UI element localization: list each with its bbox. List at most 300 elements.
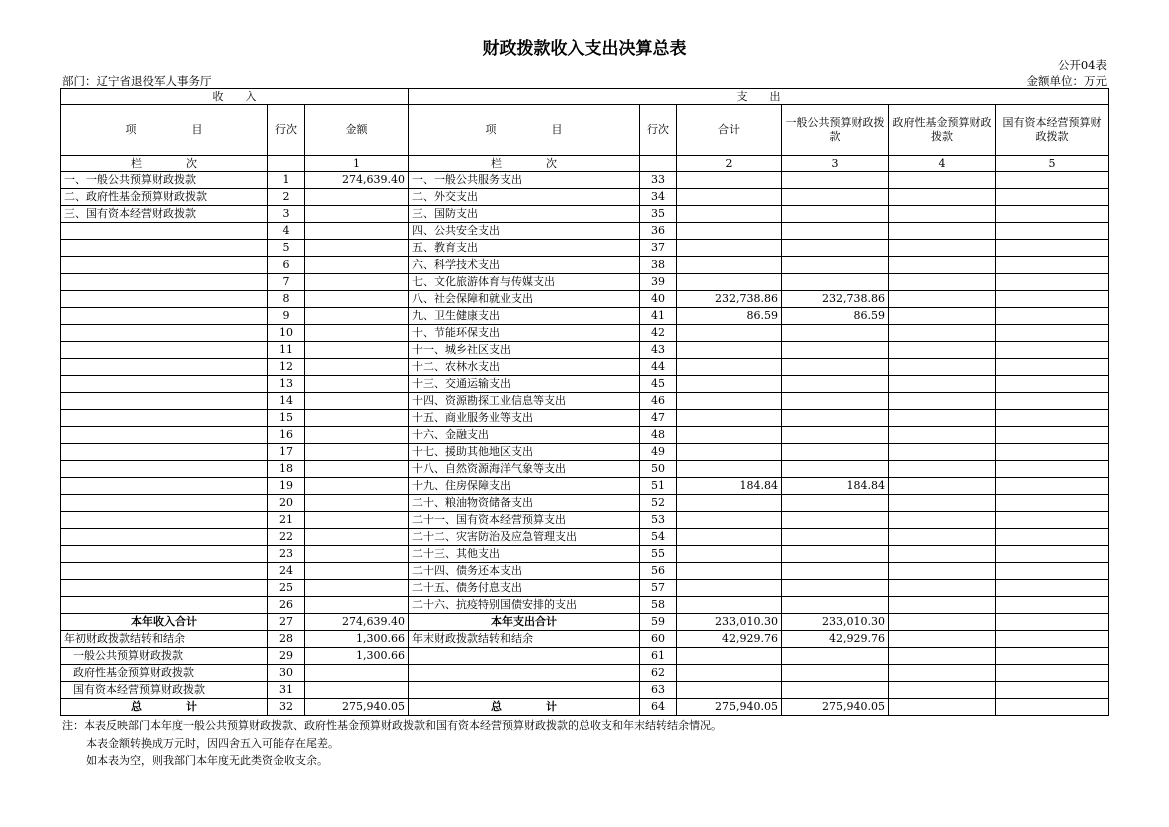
expense-total (677, 376, 782, 393)
state-capital-amount (996, 563, 1109, 580)
cell-empty (996, 665, 1109, 682)
expense-total: 86.59 (677, 308, 782, 325)
general-budget-amount (782, 359, 889, 376)
income-amount-header: 金额 (305, 105, 409, 156)
state-capital-amount (996, 512, 1109, 529)
income-row-no: 10 (268, 325, 305, 342)
table-row (61, 580, 1109, 597)
income-row-no: 25 (268, 580, 305, 597)
expense-row-no: 51 (640, 478, 677, 495)
expense-total (677, 206, 782, 223)
expense-item: 十五、商业服务业等支出 (409, 410, 640, 427)
general-budget-amount (782, 189, 889, 206)
expense-total (677, 461, 782, 478)
table-row (61, 359, 1109, 376)
grand-total-in-amount: 275,940.05 (305, 699, 409, 716)
table-row (61, 410, 1109, 427)
expense-item: 十三、交通运输支出 (409, 376, 640, 393)
cell-empty (996, 614, 1109, 631)
fund-budget-amount (889, 393, 996, 410)
income-row-no: 11 (268, 342, 305, 359)
income-amount (305, 189, 409, 206)
cell-empty (996, 699, 1109, 716)
income-item (61, 342, 268, 359)
income-amount (305, 223, 409, 240)
income-amount (305, 325, 409, 342)
income-row-no: 5 (268, 240, 305, 257)
table-row (61, 478, 1109, 495)
state-capital-amount (996, 546, 1109, 563)
income-item: 三、国有资本经营财政拨款 (61, 206, 268, 223)
income-item (61, 257, 268, 274)
expense-item: 一、一般公共服务支出 (409, 172, 640, 189)
footnote-2: 本表金额转换成万元时，因四舍五入可能存在尾差。 (86, 736, 339, 750)
carryover-sub-row-2 (61, 665, 1109, 682)
end-carryover-total: 42,929.76 (677, 631, 782, 648)
expense-item: 二十六、抗疫特别国债安排的支出 (409, 597, 640, 614)
expense-total (677, 393, 782, 410)
expense-total (677, 427, 782, 444)
state-capital-header: 国有资本经营预算财政拨款 (996, 105, 1109, 156)
cell-empty (996, 648, 1109, 665)
income-row-no: 19 (268, 478, 305, 495)
expense-total (677, 529, 782, 546)
expense-total: 184.84 (677, 478, 782, 495)
income-amount (305, 512, 409, 529)
begin-carryover-no: 28 (268, 631, 305, 648)
expense-item: 三、国防支出 (409, 206, 640, 223)
income-item (61, 308, 268, 325)
expense-total (677, 172, 782, 189)
income-row-no: 16 (268, 427, 305, 444)
footnote-3: 如本表为空，则我部门本年度无此类资金收支余。 (86, 754, 328, 767)
income-row-no: 13 (268, 376, 305, 393)
fund-budget-amount (889, 495, 996, 512)
expense-item: 二十三、其他支出 (409, 546, 640, 563)
income-amount (305, 376, 409, 393)
expense-total-general: 233,010.30 (782, 614, 889, 631)
income-item (61, 478, 268, 495)
general-budget-amount (782, 512, 889, 529)
table-row (61, 597, 1109, 614)
income-row-no: 9 (268, 308, 305, 325)
cell-empty (782, 665, 889, 682)
expense-total (677, 444, 782, 461)
lanci-empty (268, 156, 305, 172)
state-capital-amount (996, 529, 1109, 546)
fund-budget-amount (889, 240, 996, 257)
carryover-sub-row-3 (61, 682, 1109, 699)
income-rowno-header: 行次 (268, 105, 305, 156)
general-budget-amount (782, 546, 889, 563)
expense-item: 十八、自然资源海洋气象等支出 (409, 461, 640, 478)
general-budget-amount (782, 597, 889, 614)
income-row-no: 3 (268, 206, 305, 223)
fund-budget-amount (889, 444, 996, 461)
table-row (61, 257, 1109, 274)
report-title: 财政拨款收入支出决算总表 (482, 39, 687, 59)
col-num-4: 4 (889, 156, 996, 172)
general-budget-amount (782, 529, 889, 546)
expense-total (677, 563, 782, 580)
end-carryover-label: 年末财政拨款结转和结余 (409, 631, 640, 648)
state-capital-amount (996, 393, 1109, 410)
income-item-header: 项 目 (61, 105, 268, 156)
expense-total (677, 342, 782, 359)
expense-row-no: 37 (640, 240, 677, 257)
form-number: 公开04表 (1057, 58, 1107, 72)
table-row (61, 376, 1109, 393)
cell-empty (889, 648, 996, 665)
income-row-no: 23 (268, 546, 305, 563)
general-budget-amount (782, 444, 889, 461)
income-item (61, 546, 268, 563)
header-row-columns (61, 105, 1109, 156)
expense-row-no: 48 (640, 427, 677, 444)
expense-row-no: 39 (640, 274, 677, 291)
income-amount (305, 580, 409, 597)
expense-row-no: 52 (640, 495, 677, 512)
income-item (61, 410, 268, 427)
expense-row-no: 45 (640, 376, 677, 393)
expense-item: 二十二、灾害防治及应急管理支出 (409, 529, 640, 546)
table-row (61, 308, 1109, 325)
fund-budget-amount (889, 427, 996, 444)
general-budget-amount (782, 427, 889, 444)
grand-total-in-label: 总 计 (61, 699, 268, 716)
cell-empty (782, 648, 889, 665)
expense-total (677, 359, 782, 376)
income-item (61, 563, 268, 580)
income-item (61, 427, 268, 444)
grand-total-row (61, 699, 1109, 716)
expense-item: 十一、城乡社区支出 (409, 342, 640, 359)
cell-empty (889, 631, 996, 648)
income-item (61, 376, 268, 393)
fund-budget-amount (889, 597, 996, 614)
state-capital-amount (996, 223, 1109, 240)
header-row-sections (61, 89, 1109, 105)
income-row-no: 6 (268, 257, 305, 274)
income-amount (305, 563, 409, 580)
expense-total (677, 240, 782, 257)
income-amount: 274,639.40 (305, 172, 409, 189)
state-capital-amount (996, 257, 1109, 274)
cell-empty (677, 665, 782, 682)
expense-item: 二、外交支出 (409, 189, 640, 206)
fund-budget-amount (889, 410, 996, 427)
expense-total (677, 546, 782, 563)
income-row-no: 8 (268, 291, 305, 308)
expense-row-no: 33 (640, 172, 677, 189)
state-capital-amount (996, 189, 1109, 206)
fund-budget-amount (889, 325, 996, 342)
table-row (61, 529, 1109, 546)
expense-total (677, 274, 782, 291)
grand-total-in-no: 32 (268, 699, 305, 716)
income-amount (305, 257, 409, 274)
expense-item: 八、社会保障和就业支出 (409, 291, 640, 308)
expense-row-no: 36 (640, 223, 677, 240)
state-capital-amount (996, 308, 1109, 325)
expense-row-no: 50 (640, 461, 677, 478)
fund-budget-amount (889, 223, 996, 240)
fund-budget-amount (889, 478, 996, 495)
state-capital-amount (996, 495, 1109, 512)
general-budget-amount (782, 325, 889, 342)
fund-budget-amount (889, 189, 996, 206)
income-section-header: 收 入 (61, 89, 409, 105)
income-item (61, 580, 268, 597)
general-budget-amount (782, 274, 889, 291)
income-amount (305, 546, 409, 563)
sub-state-label: 国有资本经营预算财政拨款 (61, 682, 268, 699)
expense-rowno-header: 行次 (640, 105, 677, 156)
cell-empty (305, 682, 409, 699)
state-capital-amount (996, 427, 1109, 444)
expense-total-header: 合计 (677, 105, 782, 156)
expense-row-no: 44 (640, 359, 677, 376)
expense-row-no: 57 (640, 580, 677, 597)
income-item (61, 512, 268, 529)
income-item (61, 325, 268, 342)
income-amount (305, 308, 409, 325)
general-budget-amount (782, 257, 889, 274)
cell-empty (889, 614, 996, 631)
income-amount (305, 478, 409, 495)
expense-item: 十七、援助其他地区支出 (409, 444, 640, 461)
expense-total (677, 495, 782, 512)
table-row (61, 546, 1109, 563)
expense-total: 232,738.86 (677, 291, 782, 308)
income-item (61, 529, 268, 546)
income-amount (305, 444, 409, 461)
fund-budget-header: 政府性基金预算财政拨款 (889, 105, 996, 156)
annual-total-row (61, 614, 1109, 631)
general-budget-amount: 86.59 (782, 308, 889, 325)
fund-budget-amount (889, 580, 996, 597)
cell-empty (996, 682, 1109, 699)
fund-budget-amount (889, 172, 996, 189)
income-amount (305, 206, 409, 223)
income-item: 一、一般公共预算财政拨款 (61, 172, 268, 189)
income-item (61, 393, 268, 410)
income-item (61, 223, 268, 240)
header-row-column-numbers (61, 156, 1109, 172)
income-item (61, 291, 268, 308)
lanci-label-2: 栏 次 (409, 156, 640, 172)
income-item: 二、政府性基金预算财政拨款 (61, 189, 268, 206)
general-budget-amount (782, 461, 889, 478)
table-row (61, 563, 1109, 580)
general-budget-amount (782, 393, 889, 410)
fund-budget-amount (889, 376, 996, 393)
table-row (61, 223, 1109, 240)
cell-empty (409, 682, 640, 699)
state-capital-amount (996, 240, 1109, 257)
income-row-no: 22 (268, 529, 305, 546)
income-item (61, 461, 268, 478)
cell-empty (677, 648, 782, 665)
fund-budget-amount (889, 546, 996, 563)
table-row (61, 240, 1109, 257)
footnote-1: 注：本表反映部门本年度一般公共预算财政拨款、政府性基金预算财政拨款和国有资本经营预算财政拨款的总收支和年末结转结余情况。 (62, 719, 722, 732)
fund-budget-amount (889, 512, 996, 529)
income-amount (305, 240, 409, 257)
department-label: 部门：辽宁省退役军人事务厅 (62, 74, 212, 88)
income-row-no: 7 (268, 274, 305, 291)
income-row-no: 26 (268, 597, 305, 614)
cell-empty (305, 665, 409, 682)
income-row-no: 15 (268, 410, 305, 427)
fund-budget-amount (889, 308, 996, 325)
sub-general-amount: 1,300.66 (305, 648, 409, 665)
state-capital-amount (996, 410, 1109, 427)
lanci-label: 栏 次 (61, 156, 268, 172)
general-budget-amount (782, 172, 889, 189)
lanci-empty-2 (640, 156, 677, 172)
grand-total-out-no: 64 (640, 699, 677, 716)
income-row-no: 21 (268, 512, 305, 529)
expense-item: 十、节能环保支出 (409, 325, 640, 342)
state-capital-amount (996, 376, 1109, 393)
income-total-label: 本年收入合计 (61, 614, 268, 631)
expense-item: 十二、农林水支出 (409, 359, 640, 376)
general-budget-amount (782, 410, 889, 427)
state-capital-amount (996, 580, 1109, 597)
income-amount (305, 291, 409, 308)
table-row (61, 495, 1109, 512)
general-budget-amount (782, 495, 889, 512)
state-capital-amount (996, 172, 1109, 189)
income-item (61, 495, 268, 512)
expense-row-no: 54 (640, 529, 677, 546)
cell-empty (889, 699, 996, 716)
sub-state-no: 31 (268, 682, 305, 699)
expense-row-no: 46 (640, 393, 677, 410)
table-row (61, 189, 1109, 206)
income-total-no: 27 (268, 614, 305, 631)
table-row (61, 274, 1109, 291)
expense-row-no: 55 (640, 546, 677, 563)
income-amount (305, 597, 409, 614)
expense-row-no: 41 (640, 308, 677, 325)
expense-item-header: 项 目 (409, 105, 640, 156)
expense-row-no: 43 (640, 342, 677, 359)
expense-item: 六、科学技术支出 (409, 257, 640, 274)
state-capital-amount (996, 359, 1109, 376)
table-row (61, 172, 1109, 189)
expense-total (677, 223, 782, 240)
sub-general-no: 29 (268, 648, 305, 665)
expense-row-no: 40 (640, 291, 677, 308)
income-row-no: 18 (268, 461, 305, 478)
cell-empty (677, 682, 782, 699)
general-budget-amount (782, 223, 889, 240)
sub-fund-label: 政府性基金预算财政拨款 (61, 665, 268, 682)
general-budget-amount: 232,738.86 (782, 291, 889, 308)
fund-budget-amount (889, 342, 996, 359)
income-amount (305, 461, 409, 478)
table-row (61, 206, 1109, 223)
income-amount (305, 495, 409, 512)
cell-empty (996, 631, 1109, 648)
state-capital-amount (996, 206, 1109, 223)
fund-budget-amount (889, 274, 996, 291)
expense-row-no: 42 (640, 325, 677, 342)
fund-budget-amount (889, 257, 996, 274)
sub-general-out-no: 61 (640, 648, 677, 665)
cell-empty (782, 682, 889, 699)
fiscal-summary-table (60, 88, 1109, 716)
income-amount (305, 393, 409, 410)
expense-item: 二十四、债务还本支出 (409, 563, 640, 580)
income-item (61, 597, 268, 614)
expense-row-no: 53 (640, 512, 677, 529)
income-amount (305, 342, 409, 359)
state-capital-amount (996, 461, 1109, 478)
expense-total-label: 本年支出合计 (409, 614, 640, 631)
sub-general-label: 一般公共预算财政拨款 (61, 648, 268, 665)
begin-carryover-label: 年初财政拨款结转和结余 (61, 631, 268, 648)
state-capital-amount (996, 342, 1109, 359)
col-num-1: 1 (305, 156, 409, 172)
income-row-no: 1 (268, 172, 305, 189)
income-item (61, 240, 268, 257)
end-carryover-general: 42,929.76 (782, 631, 889, 648)
cell-empty (409, 665, 640, 682)
fund-budget-amount (889, 529, 996, 546)
income-item (61, 444, 268, 461)
sub-fund-no: 30 (268, 665, 305, 682)
fund-budget-amount (889, 359, 996, 376)
income-row-no: 17 (268, 444, 305, 461)
expense-total (677, 189, 782, 206)
table-row (61, 393, 1109, 410)
state-capital-amount (996, 291, 1109, 308)
sub-state-out-no: 63 (640, 682, 677, 699)
expense-total-amount: 233,010.30 (677, 614, 782, 631)
begin-carryover-amount: 1,300.66 (305, 631, 409, 648)
carryover-row (61, 631, 1109, 648)
table-row (61, 444, 1109, 461)
col-num-2: 2 (677, 156, 782, 172)
expense-item: 二十一、国有资本经营预算支出 (409, 512, 640, 529)
fund-budget-amount (889, 206, 996, 223)
expense-total (677, 597, 782, 614)
table-row (61, 512, 1109, 529)
sub-fund-out-no: 62 (640, 665, 677, 682)
table-row (61, 325, 1109, 342)
expense-item: 二十、粮油物资储备支出 (409, 495, 640, 512)
expense-total (677, 512, 782, 529)
carryover-sub-row-1 (61, 648, 1109, 665)
expense-item: 七、文化旅游体育与传媒支出 (409, 274, 640, 291)
footnotes (62, 717, 722, 770)
expense-total (677, 325, 782, 342)
end-carryover-no: 60 (640, 631, 677, 648)
expense-item: 二十五、债务付息支出 (409, 580, 640, 597)
general-budget-header: 一般公共预算财政拨款 (782, 105, 889, 156)
general-budget-amount (782, 580, 889, 597)
expense-item: 九、卫生健康支出 (409, 308, 640, 325)
fund-budget-amount (889, 563, 996, 580)
state-capital-amount (996, 325, 1109, 342)
income-amount (305, 359, 409, 376)
state-capital-amount (996, 444, 1109, 461)
expense-item: 五、教育支出 (409, 240, 640, 257)
income-amount (305, 427, 409, 444)
